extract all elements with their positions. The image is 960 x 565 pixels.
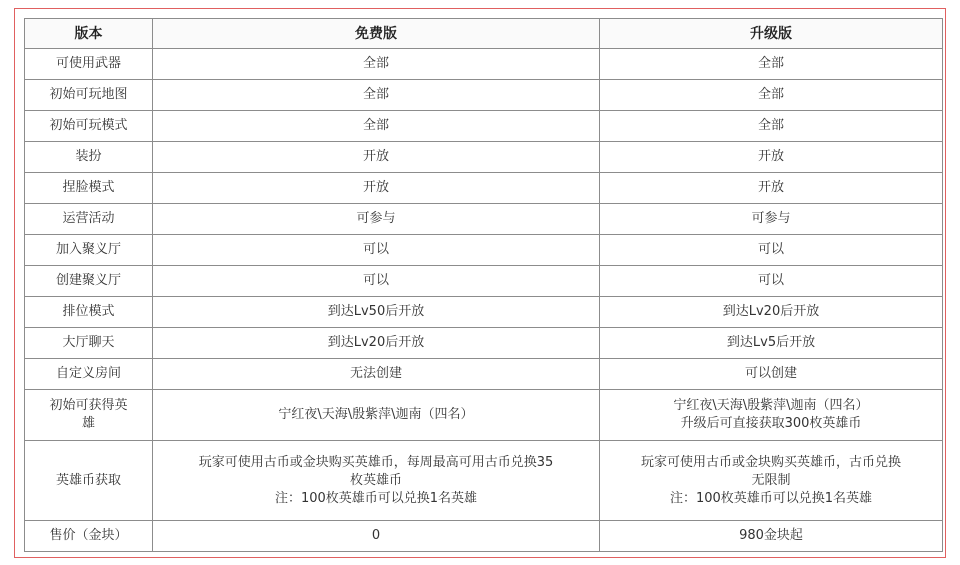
upgrade-version-cell-line: 可以 [757,273,784,288]
table-row [25,204,943,235]
feature-cell [25,142,153,173]
feature-cell-line: 初始可获得英 [49,398,128,413]
table-row [25,111,943,142]
feature-cell [25,80,153,111]
feature-cell-line: 排位模式 [62,304,115,319]
header-free-version: 免费版 [153,19,600,49]
free-version-cell-line: 开放 [362,180,389,195]
free-version-cell [153,49,600,80]
feature-cell [25,49,153,80]
upgrade-version-cell [600,204,943,235]
feature-cell-line: 初始可玩模式 [49,118,128,133]
upgrade-version-cell-line: 980金块起 [739,528,803,543]
free-version-cell-line: 玩家可使用古币或金块购买英雄币，每周最高可用古币兑换35 [198,454,554,470]
free-version-cell [153,80,600,111]
feature-cell [25,297,153,328]
upgrade-version-cell-line: 可以 [757,242,784,257]
header-upgrade-version: 升级版 [600,19,943,49]
upgrade-version-cell [600,49,943,80]
table-header-row [25,19,943,49]
upgrade-version-cell-line: 全部 [757,118,784,133]
feature-cell-line: 大厅聊天 [62,335,115,350]
table-row [25,80,943,111]
feature-cell-line: 英雄币获取 [55,472,121,488]
free-version-cell-line: 注：100枚英雄币可以兑换1名英雄 [274,490,478,506]
table-row [25,441,943,521]
upgrade-version-cell-line: 宁红夜\天海\殷紫萍\迦南（四名） [673,398,869,413]
feature-cell [25,235,153,266]
free-version-cell [153,204,600,235]
table-body [25,49,943,552]
feature-cell-line: 可使用武器 [55,56,121,71]
upgrade-version-cell-line: 注：100枚英雄币可以兑换1名英雄 [669,490,873,506]
feature-cell [25,173,153,204]
upgrade-version-cell [600,297,943,328]
feature-cell-line: 售价（金块） [49,528,128,543]
free-version-cell-line: 全部 [362,56,389,71]
feature-cell-line: 捏脸模式 [62,180,115,195]
upgrade-version-cell-line: 开放 [757,180,784,195]
free-version-cell-line: 可以 [362,273,389,288]
upgrade-version-cell [600,266,943,297]
feature-cell [25,328,153,359]
header-feature: 版本 [25,19,153,49]
upgrade-version-cell [600,328,943,359]
feature-cell-line: 创建聚义厅 [55,273,121,288]
free-version-cell [153,142,600,173]
feature-cell-line: 自定义房间 [55,366,121,381]
upgrade-version-cell-line: 全部 [757,56,784,71]
feature-cell-line: 初始可玩地图 [49,87,128,102]
table-row [25,359,943,390]
free-version-cell-line: 到达Lv50后开放 [327,304,425,319]
free-version-cell-line: 全部 [362,118,389,133]
free-version-cell [153,111,600,142]
feature-cell [25,359,153,390]
free-version-cell-line: 可参与 [356,211,396,226]
free-version-cell-line: 枚英雄币 [349,472,402,488]
free-version-cell-line: 宁红夜\天海\殷紫萍\迦南（四名） [278,407,474,422]
free-version-cell [153,441,600,521]
table-row [25,142,943,173]
free-version-cell [153,359,600,390]
upgrade-version-cell-line: 玩家可使用古币或金块购买英雄币，古币兑换 [640,454,901,470]
feature-cell [25,390,153,441]
free-version-cell [153,328,600,359]
free-version-cell [153,521,600,552]
upgrade-version-cell [600,173,943,204]
free-version-cell [153,390,600,441]
table-row [25,49,943,80]
upgrade-version-cell-line: 可参与 [751,211,791,226]
upgrade-version-cell [600,441,943,521]
upgrade-version-cell-line: 到达Lv5后开放 [726,335,816,350]
table-row [25,235,943,266]
upgrade-version-cell-line: 无限制 [751,472,791,488]
free-version-cell-line: 可以 [362,242,389,257]
upgrade-version-cell-line: 全部 [757,87,784,102]
free-version-cell [153,297,600,328]
free-version-cell-line: 0 [371,528,381,543]
free-version-cell-line: 无法创建 [349,366,402,381]
table-row [25,297,943,328]
upgrade-version-cell [600,80,943,111]
upgrade-version-cell-line: 到达Lv20后开放 [722,304,820,319]
upgrade-version-cell [600,359,943,390]
feature-cell [25,521,153,552]
free-version-cell [153,235,600,266]
free-version-cell-line: 到达Lv20后开放 [327,335,425,350]
table-row [25,173,943,204]
feature-cell-line: 运营活动 [62,211,115,226]
table-row [25,266,943,297]
feature-cell-line: 雄 [81,416,95,431]
feature-cell-line: 加入聚义厅 [55,242,121,257]
free-version-cell-line: 开放 [362,149,389,164]
free-version-cell [153,173,600,204]
feature-cell [25,111,153,142]
feature-cell [25,266,153,297]
feature-cell-line: 装扮 [75,149,102,164]
upgrade-version-cell-line: 可以创建 [744,366,797,381]
table-row [25,521,943,552]
upgrade-version-cell [600,235,943,266]
free-version-cell [153,266,600,297]
table-row [25,390,943,441]
table-row [25,328,943,359]
upgrade-version-cell [600,111,943,142]
upgrade-version-cell [600,390,943,441]
free-version-cell-line: 全部 [362,87,389,102]
feature-cell [25,441,153,521]
upgrade-version-cell [600,521,943,552]
version-comparison-table [24,18,943,552]
upgrade-version-cell-line: 升级后可直接获取300枚英雄币 [680,416,862,431]
upgrade-version-cell-line: 开放 [757,149,784,164]
upgrade-version-cell [600,142,943,173]
feature-cell [25,204,153,235]
